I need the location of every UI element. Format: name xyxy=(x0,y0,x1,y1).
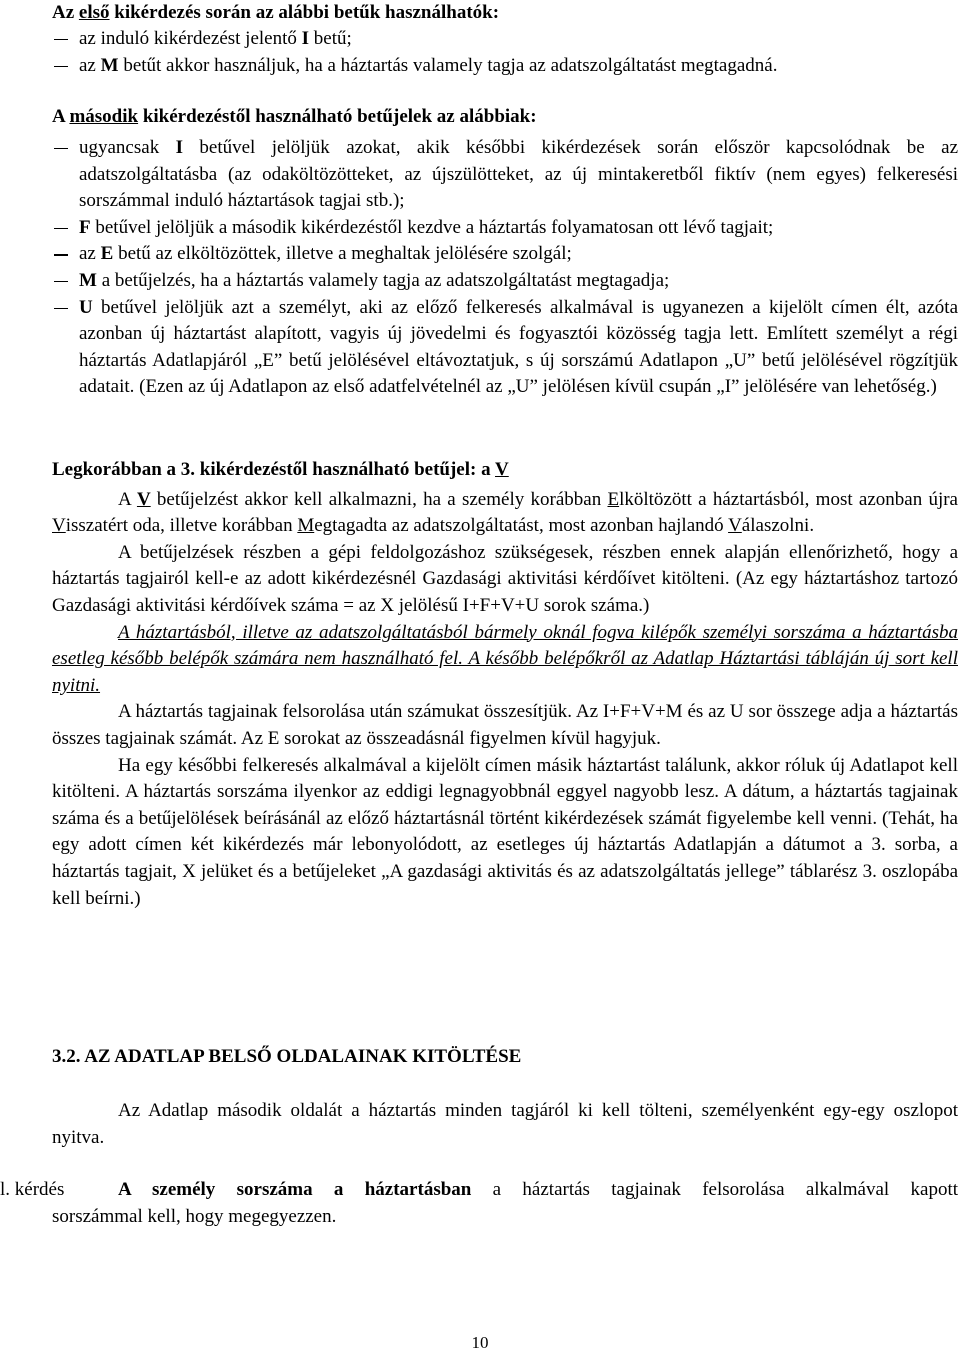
section-title: 3.2. AZ ADATLAP BELSŐ OLDALAINAK KITÖLTÉSE xyxy=(52,1046,522,1067)
heading-text: kikérdezés során az alábbi betűk használhatók: xyxy=(109,2,500,23)
list-item: ugyancsak I betűvel jelöljük azokat, akik későbbi kikérdezések során először kapcsolódnak be az adatszolgáltatásba (az odaköltözötteket, az újszülötteket, az új mintakeretből fiktív (nem egyes) felkeresési sorszámmal induló háztartások tagjai stb.); xyxy=(52,135,958,215)
third-interview-heading: Legkorábban a 3. kikérdezéstől használható betűjel: a V xyxy=(52,459,509,480)
list-item: U betűvel jelöljük azt a személyt, aki az előző felkeresés alkalmával is ugyanezen a kijelölt címen élt, azóta azonban új háztartást alapított, vagyis új jövedelmi és fogyasztói közösség tagja lett. Említett személyt a régi háztartás Adatlapjáról „E” betű jelölésével eltávoztatjuk, s új sorszámú Adatlapon „U” betű jelölésével rögzítjük adatait. (Ezen az új Adatlapon az első adatfelvételnél az „U” jelölésen kívül csupán „I” jelölésére van lehetőség.) xyxy=(52,295,958,401)
second-interview-heading: A második kikérdezéstől használható betűjelek az alábbiak: xyxy=(52,106,537,127)
question-1-text: A személy sorszáma a háztartásban a háztartás tagjainak felsorolása alkalmával kapott xyxy=(118,1179,958,1200)
marks-purpose-paragraph: A betűjelzések részben a gépi feldolgozáshoz szükségesek, részben ennek alapján ellenőrizhető, hogy a háztartás tagjairól kell-e az adott kikérdezésnél Gazdasági aktivitási kérdőívet kitölteni. (Az egy háztartáshoz tartozó Gazdasági aktivitási kérdőívek száma = az X jelölésű I+F+V+U sorok száma.) xyxy=(52,541,958,616)
list-item: az E betű az elköltözöttek, illetve a meghaltak jelölésére szolgál; xyxy=(52,241,958,268)
heading-underlined-word: első xyxy=(78,2,110,23)
new-household-paragraph: Ha egy későbbi felkeresés alkalmával a kijelölt címen másik háztartást találunk, akkor róluk új Adatlapot kell kitölteni. A háztartás sorszáma ilyenkor az eddigi legnagyobbnál eggyel nagyobb lesz. A dátum, a háztartás tagjainak száma és a betűjelölések beírásánál az előző háztartásnál történt kikérdezések számát figyelembe kell venni. (Tehát, ha egy adott címen két kikérdezés már lebonyolódott, az esetleges új háztartás Adatlapján a dátumot a 3. sorba, a háztartás tagjait, X jelüket és a betűjeleket „A gazdasági aktivitás és az adatszolgáltatás jellege” táblarész 3. oszlopába kell beírni.) xyxy=(52,754,958,909)
list-item: M a betűjelzés, ha a háztartás valamely tagja az adatszolgáltatást megtagadja; xyxy=(52,268,958,295)
section-intro: Az Adatlap második oldalát a háztartás minden tagjáról ki kell tölteni, személyenként egy-egy oszlopot nyitva. xyxy=(52,1100,958,1148)
list-item: az induló kikérdezést jelentő I betű; xyxy=(52,26,958,53)
serial-number-note: A háztartásból, illetve az adatszolgáltatásból bármely oknál fogva kilépők személyi sorszáma a háztartásba esetleg később belépők számára nem használható fel. A később belépőkről az Adatlap Háztartási tábláján új sort kell nyitni. xyxy=(52,621,958,696)
question-1-line2: sorszámmal kell, hogy megegyezzen. xyxy=(52,1206,337,1227)
list-item: F betűvel jelöljük a második kikérdezéstől kezdve a háztartás folyamatosan ott lévő tagjait; xyxy=(52,215,958,242)
second-interview-list xyxy=(52,135,958,401)
question-label: l. kérdés xyxy=(0,1179,65,1200)
heading-text: Az xyxy=(52,2,79,23)
question-1-block xyxy=(0,1177,958,1231)
first-interview-heading xyxy=(52,0,499,27)
v-mark-paragraph: A V betűjelzést akkor kell alkalmazni, ha a személy korábban Elköltözött a háztartásból, most azonban újra Visszatért oda, illetve korábban Megtagadta az adatszolgáltatást, most azonban hajlandó Válaszolni. xyxy=(52,488,958,537)
question-1-line xyxy=(0,1177,958,1204)
member-count-paragraph: A háztartás tagjainak felsorolása után számukat összesítjük. Az I+F+V+M és az U sor összege adja a háztartás összes tagjainak számát. Az E sorokat az összeadásnál figyelmen kívül hagyjuk. xyxy=(52,701,958,749)
third-interview-section xyxy=(52,457,958,912)
page-number: 10 xyxy=(471,1333,489,1352)
heading-underlined-word: második xyxy=(69,106,139,127)
list-item: az M betűt akkor használjuk, ha a háztartás valamely tagja az adatszolgáltatást megtagadná. xyxy=(52,53,958,80)
heading-underlined-letter: V xyxy=(495,459,509,480)
first-interview-list xyxy=(52,26,958,79)
